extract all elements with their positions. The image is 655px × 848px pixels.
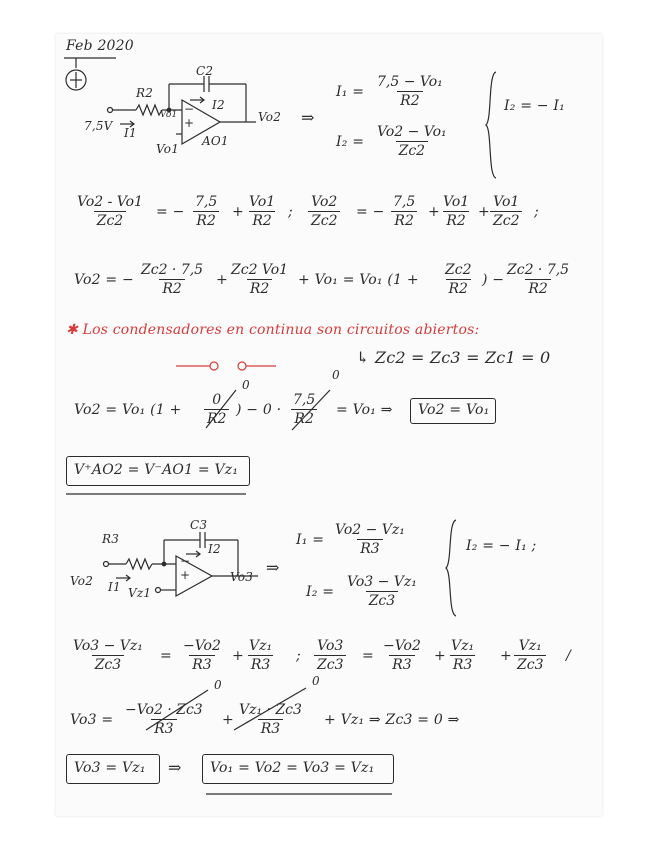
- eq3-term-3: ) −: [482, 272, 505, 288]
- eq5-f2-num: −Vo2: [183, 638, 221, 654]
- current-relation-2: I₂ = − I₁ ;: [466, 538, 537, 554]
- eq2-term-2: +: [232, 204, 244, 220]
- eq5-f3-den: R3: [248, 655, 273, 673]
- eq4-f1-num: 0: [212, 392, 222, 408]
- label-i2-c2: I2: [208, 542, 221, 556]
- eq3-f3-den: R2: [446, 279, 471, 297]
- i1-denominator: R2: [397, 91, 422, 109]
- eq6-f2-num: Vz₁ · Zc3: [239, 702, 302, 718]
- result-underline-2: [206, 792, 396, 796]
- i2-2-numerator: Vo3 − Vz₁: [347, 574, 417, 590]
- result-v-ao-equals-vz1: V⁺AO2 = V⁻AO1 = Vz₁: [74, 462, 239, 478]
- eq2-f6-num: Vo1: [443, 194, 470, 210]
- eq5-term-3: ;: [296, 648, 301, 664]
- eq6-f1-num: −Vo2 · Zc3: [125, 702, 203, 718]
- eq2-term-4: = −: [356, 204, 385, 220]
- i2-lhs: I₂ =: [336, 134, 365, 150]
- eq5-frac-7: [514, 638, 546, 673]
- eq3-lhs: Vo2 = −: [74, 272, 134, 288]
- eq3-f1-den: R2: [159, 279, 184, 297]
- label-minus: −: [184, 102, 195, 116]
- circuit-diagram-1: [96, 62, 266, 162]
- label-vo2-in: Vo2: [70, 574, 94, 588]
- implies-arrow-2: ⇒: [266, 558, 280, 577]
- i1-lhs-2: I₁ =: [296, 532, 325, 548]
- strike-lines: [206, 384, 336, 434]
- eq3-f1-num: Zc2 · 7,5: [141, 262, 204, 278]
- implies-arrow-1: ⇒: [301, 108, 315, 127]
- eq5-term-7: /: [566, 648, 571, 664]
- eq2-term-5: +: [428, 204, 440, 220]
- eq4-small-zero-a: 0: [242, 378, 250, 392]
- eq5-term-1: =: [160, 648, 172, 664]
- eq5-f6-den: R3: [450, 655, 475, 673]
- eq2-f2-den: R2: [193, 211, 218, 229]
- eq3-frac-3: [442, 262, 474, 297]
- i2-numerator: Vo2 − Vo₁: [377, 124, 447, 140]
- eq6-lhs: Vo3 =: [70, 712, 114, 728]
- label-vz1: Vz1: [128, 586, 152, 600]
- i2-fraction-2: [344, 574, 420, 609]
- i1-numerator: 7,5 − Vo₁: [377, 74, 443, 90]
- eq5-term-2: +: [232, 648, 244, 664]
- i1-lhs: I₁ =: [336, 84, 365, 100]
- eq2-frac-5: [390, 194, 418, 229]
- current-relation-1: I₂ = − I₁: [504, 98, 565, 114]
- notebook-page: [56, 34, 602, 816]
- i1-2-denominator: R3: [357, 539, 382, 557]
- label-c2: C2: [196, 64, 214, 78]
- eq5-frac-1: [70, 638, 146, 673]
- eq2-f1-num: Vo2 - Vo1: [77, 194, 143, 210]
- label-i1: I1: [124, 126, 137, 140]
- label-vin: 7,5V: [84, 119, 113, 133]
- eq5-f1-den: Zc3: [92, 655, 124, 673]
- eq2-frac-6: [440, 194, 472, 229]
- label-vo2: Vo2: [258, 110, 282, 124]
- eq5-f5-num: −Vo2: [383, 638, 421, 654]
- eq2-f5-den: R2: [391, 211, 416, 229]
- eq5-f2-den: R3: [189, 655, 214, 673]
- eq3-frac-1: [138, 262, 206, 297]
- eq6-f2-den: R3: [258, 719, 283, 737]
- i2-2-denominator: Zc3: [366, 591, 398, 609]
- eq5-f4-den: Zc3: [314, 655, 346, 673]
- eq6-f1-den: R3: [151, 719, 176, 737]
- eq2-f4-den: Zc2: [308, 211, 340, 229]
- eq6-term-2: + Vz₁ ⇒ Zc3 = 0 ⇒: [324, 712, 460, 728]
- label-plus-c2: +: [180, 568, 191, 582]
- eq3-term-1: +: [216, 272, 228, 288]
- eq5-f4-num: Vo3: [317, 638, 344, 654]
- eq2-frac-4: [308, 194, 340, 229]
- eq5-f7-num: Vz₁: [518, 638, 542, 654]
- eq5-frac-6: [448, 638, 477, 673]
- eq5-frac-5: [380, 638, 424, 673]
- eq3-f4-num: Zc2 · 7,5: [507, 262, 570, 278]
- eq5-term-6: +: [500, 648, 512, 664]
- label-plus: +: [184, 116, 195, 130]
- eq2-term-3: ;: [288, 204, 293, 220]
- label-r3: R3: [102, 532, 120, 546]
- eq5-frac-2: [180, 638, 224, 673]
- label-vo3: Vo3: [230, 570, 254, 584]
- eq5-f3-num: Vz₁: [249, 638, 273, 654]
- label-minus-c2: −: [180, 554, 191, 568]
- eq3-term-2: + Vo₁ = Vo₁ (1 +: [298, 272, 419, 288]
- eq3-f2-num: Zc2 Vo1: [231, 262, 289, 278]
- label-i2: I2: [212, 98, 225, 112]
- label-vo1-node: Vo1: [160, 110, 178, 120]
- eq2-term-7: ;: [534, 204, 539, 220]
- label-r2: R2: [136, 86, 154, 100]
- eq3-f3-num: Zc2: [445, 262, 472, 278]
- eq2-frac-2: [192, 194, 220, 229]
- eq4-term-1: ) − 0 ·: [236, 402, 282, 418]
- i1-fraction-2: [332, 522, 408, 557]
- eq3-f4-den: R2: [525, 279, 550, 297]
- eq2-frac-7: [490, 194, 522, 229]
- brace-2: [444, 518, 458, 618]
- label-c3: C3: [190, 518, 208, 532]
- eq6-small-zero-b: 0: [312, 674, 320, 688]
- eq3-frac-2: [228, 262, 291, 297]
- i1-fraction: [374, 74, 446, 109]
- eq5-f7-den: Zc3: [514, 655, 546, 673]
- eq2-term-6: +: [478, 204, 490, 220]
- eq5-f1-num: Vo3 − Vz₁: [73, 638, 143, 654]
- implies-arrow-3: ⇒: [168, 758, 182, 777]
- eq2-f3-num: Vo1: [249, 194, 276, 210]
- label-ao1: AO1: [202, 134, 229, 148]
- eq5-f5-den: R3: [389, 655, 414, 673]
- eq4-small-zero-b: 0: [332, 368, 340, 382]
- eq2-f1-den: Zc2: [94, 211, 126, 229]
- eq3-frac-4: [504, 262, 572, 297]
- eq5-frac-3: [246, 638, 275, 673]
- eq2-f6-den: R2: [443, 211, 468, 229]
- result-vo3-equals-vz1: Vo3 = Vz₁: [74, 760, 146, 776]
- eq6-small-zero-a: 0: [214, 678, 222, 692]
- eq5-term-5: +: [434, 648, 446, 664]
- capacitor-note: ✱ Los condensadores en continua son circuitos abiertos:: [66, 322, 480, 338]
- label-vo1-input: Vo1: [156, 142, 180, 156]
- eq4-lhs: Vo2 = Vo₁ (1 +: [74, 402, 182, 418]
- eq2-f5-num: 7,5: [393, 194, 416, 210]
- open-circuit-symbol: [176, 360, 276, 372]
- i2-fraction: [374, 124, 450, 159]
- eq2-f3-den: R2: [249, 211, 274, 229]
- eq3-f2-den: R2: [247, 279, 272, 297]
- i2-denominator: Zc2: [396, 141, 428, 159]
- i2-lhs-2: I₂ =: [306, 584, 335, 600]
- strike-lines-2: [126, 684, 336, 734]
- eq4-f1-den: R2: [204, 409, 229, 427]
- result-final-equality: Vo₁ = Vo2 = Vo3 = Vz₁: [210, 760, 375, 776]
- label-i1-c2: I1: [108, 580, 121, 594]
- impedance-zero-note: ↳ Zc2 = Zc3 = Zc1 = 0: [356, 348, 551, 367]
- date-label: Feb 2020: [66, 38, 134, 54]
- eq4-f2-den: R2: [291, 409, 316, 427]
- eq2-f7-den: Zc2: [490, 211, 522, 229]
- eq2-frac-1: [74, 194, 146, 229]
- eq2-f4-num: Vo2: [311, 194, 338, 210]
- eq2-f7-num: Vo1: [493, 194, 520, 210]
- eq5-frac-4: [314, 638, 346, 673]
- result-vo2-equals-vo1: Vo2 = Vo₁: [418, 402, 490, 418]
- result-underline-1: [66, 492, 246, 496]
- eq6-term-1: +: [222, 712, 234, 728]
- eq4-term-2: = Vo₁ ⇒: [336, 402, 393, 418]
- eq2-term-1: = −: [156, 204, 185, 220]
- eq2-frac-3: [246, 194, 278, 229]
- eq2-f2-num: 7,5: [195, 194, 218, 210]
- eq4-f2-num: 7,5: [293, 392, 316, 408]
- i1-2-numerator: Vo2 − Vz₁: [335, 522, 405, 538]
- brace-1: [484, 70, 498, 180]
- eq5-term-4: =: [362, 648, 374, 664]
- eq5-f6-num: Vz₁: [451, 638, 475, 654]
